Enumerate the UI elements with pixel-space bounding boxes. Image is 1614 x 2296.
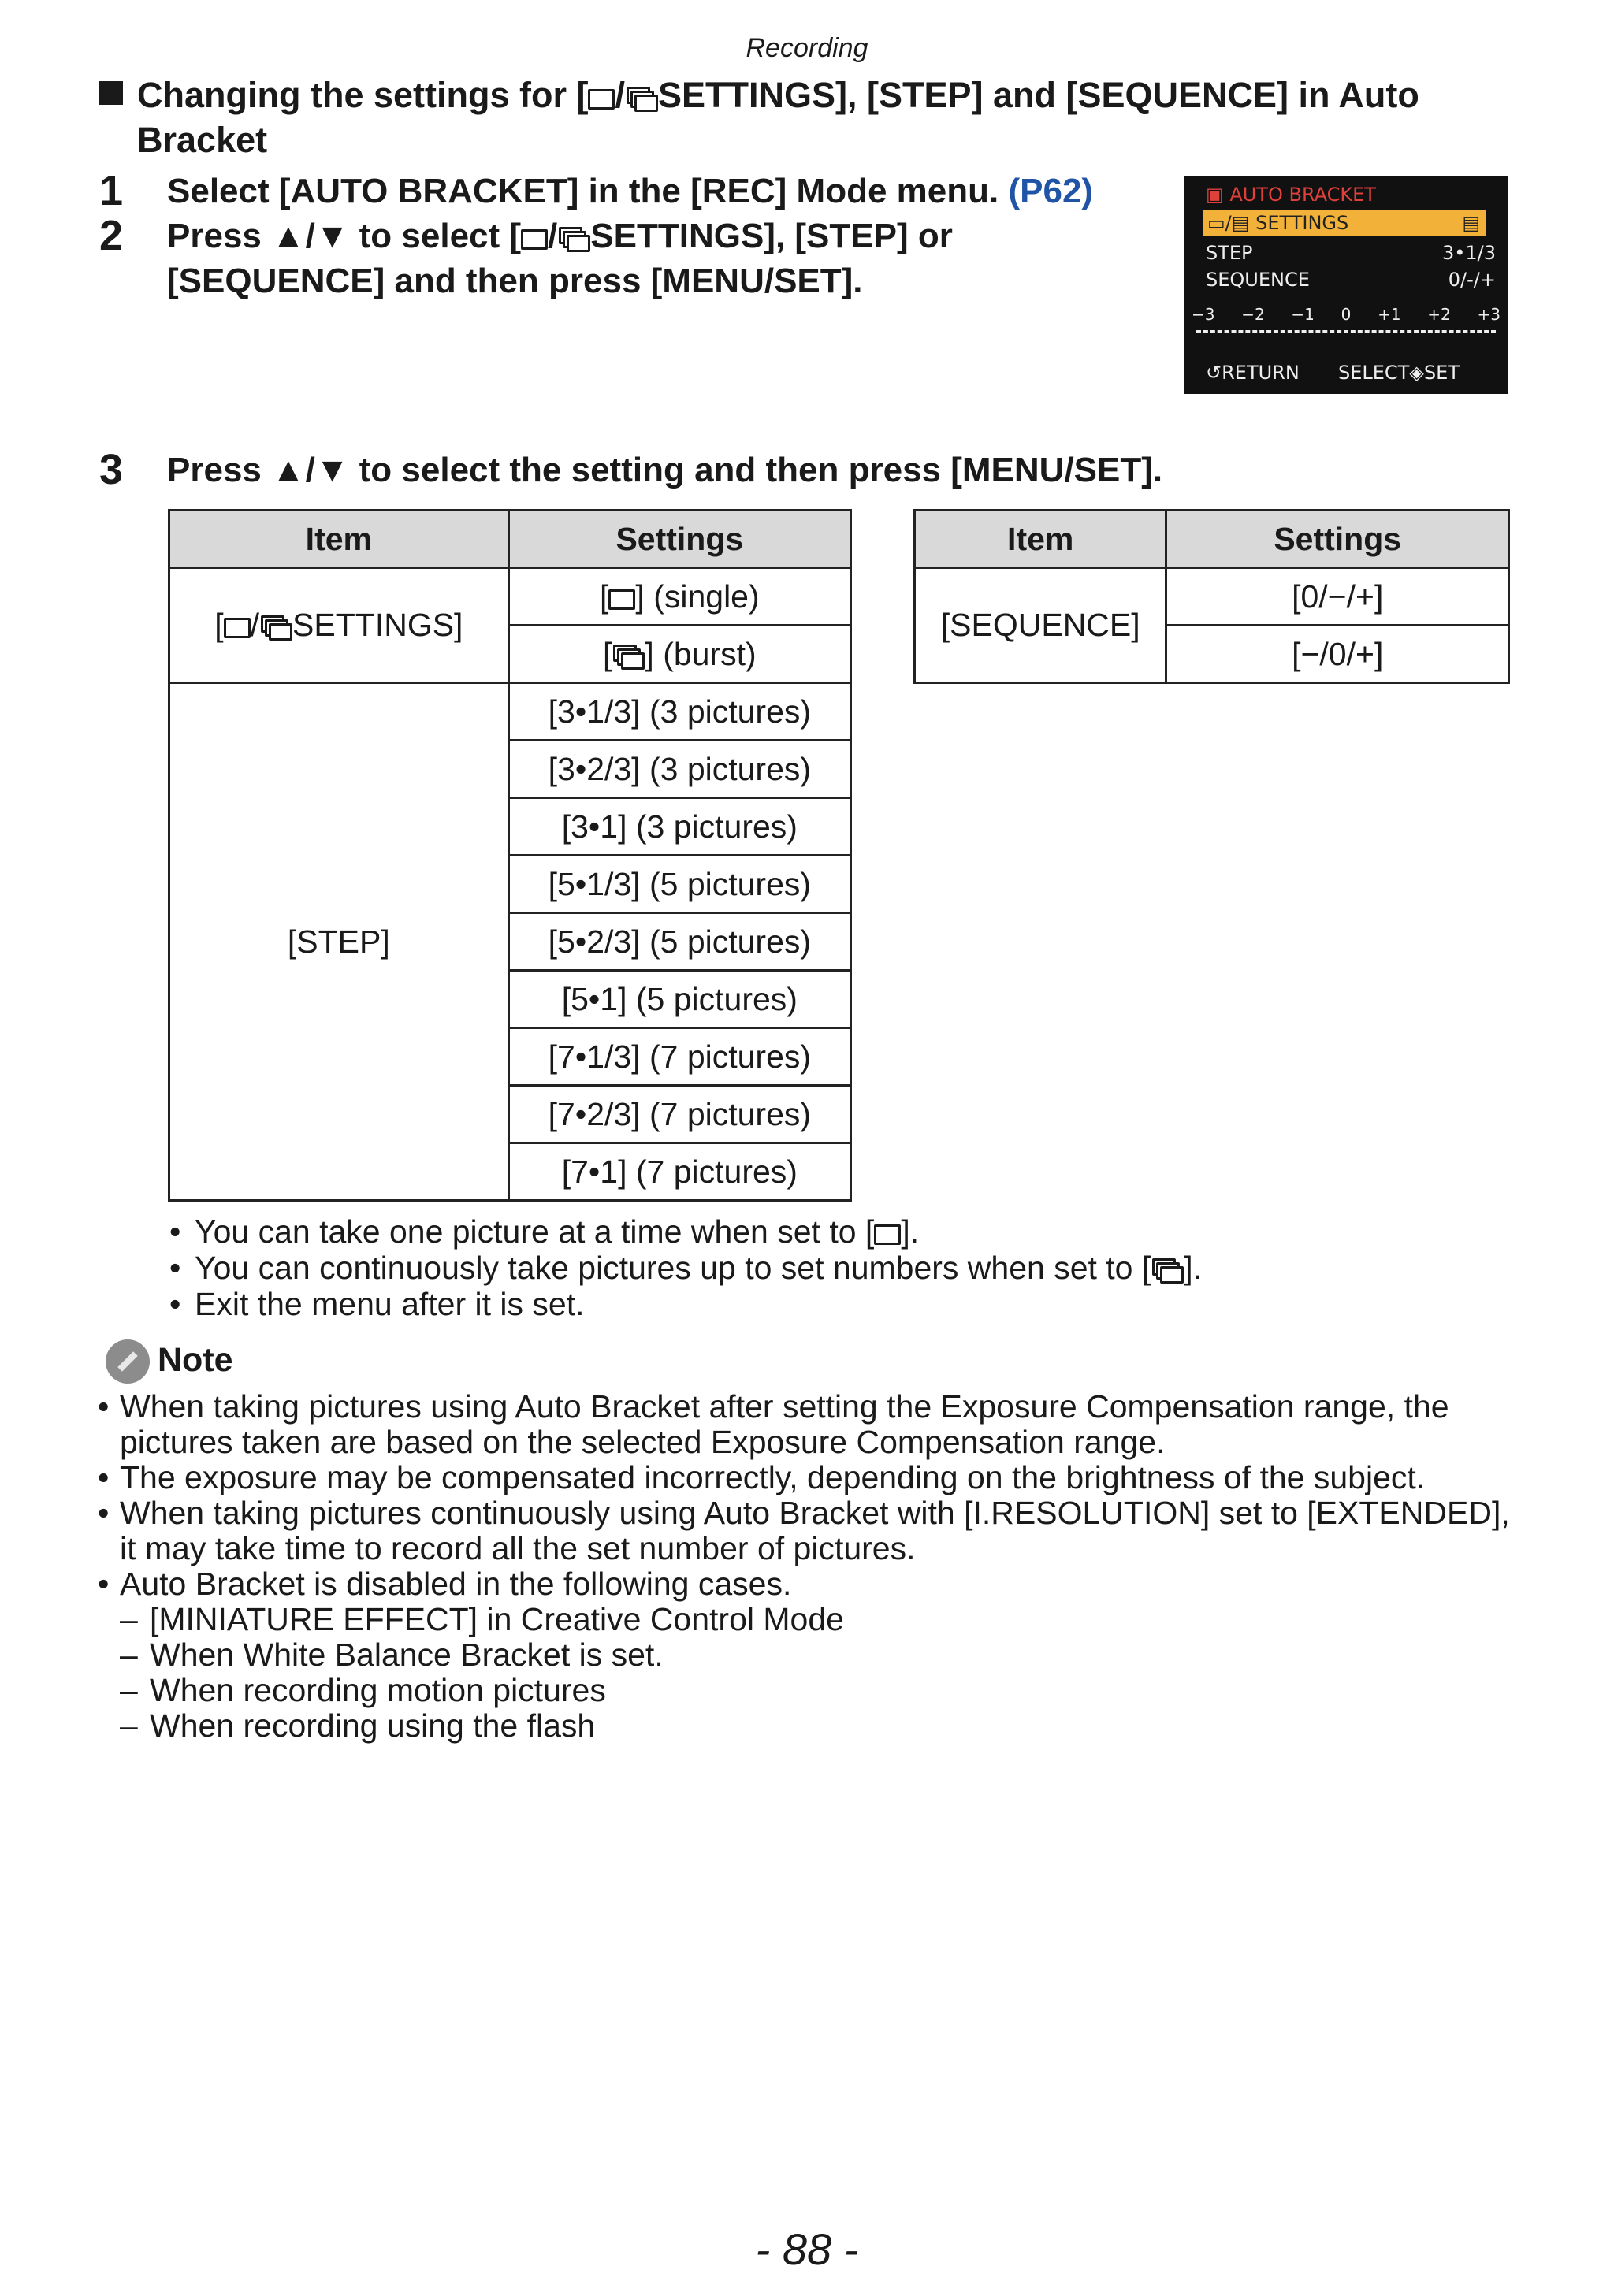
lcd-exposure-scale [1192, 305, 1501, 324]
setting-step: [3•1/3] (3 pictures) [508, 683, 850, 741]
page-link[interactable]: (P62) [1008, 172, 1094, 210]
scale-tick: −3 [1192, 305, 1215, 324]
scale-tick: 0 [1341, 305, 1352, 324]
step-text: Select [AUTO BRACKET] in the [REC] Mode menu. [167, 172, 999, 210]
scale-tick: −1 [1291, 305, 1315, 324]
setting-step: [3•1] (3 pictures) [508, 798, 850, 856]
setting-step: [7•2/3] (7 pictures) [508, 1086, 850, 1143]
burst-icon [612, 641, 645, 670]
single-shot-icon [874, 1224, 901, 1245]
lcd-row-step [1206, 242, 1496, 264]
single-shot-icon [224, 618, 251, 638]
setting-label: ] (single) [635, 578, 760, 615]
heading-text-2: SETTINGS], [STEP] and [SEQUENCE] in Auto [658, 75, 1419, 115]
lcd-exposure-ruler [1196, 330, 1496, 344]
setting-step: [7•1/3] (7 pictures) [508, 1028, 850, 1086]
lcd-row-label: SEQUENCE [1206, 269, 1310, 291]
single-shot-icon [608, 589, 635, 610]
bullet-text-end: ]. [1184, 1250, 1203, 1286]
note-dash-item: – When recording using the flash [98, 1708, 1516, 1744]
step-number: 1 [99, 167, 124, 214]
note-dash-item: – [MINIATURE EFFECT] in Creative Control Mode [98, 1602, 1516, 1637]
heading-line-2: Bracket [137, 120, 268, 160]
single-shot-icon [588, 89, 615, 110]
lcd-select-label: SELECT [1338, 362, 1410, 384]
note-bullet: • Auto Bracket is disabled in the following cases. [98, 1566, 1516, 1602]
column-header-item: Item [915, 511, 1166, 568]
setting-burst: [ ] (burst) [508, 626, 850, 683]
square-bullet-icon [99, 81, 123, 105]
note-dash-item: – When recording motion pictures [98, 1673, 1516, 1708]
scale-tick: −2 [1241, 305, 1265, 324]
scale-tick: +1 [1378, 305, 1401, 324]
setting-step: [7•1] (7 pictures) [508, 1143, 850, 1201]
note-list [98, 1389, 1516, 1744]
setting-step: [5•1] (5 pictures) [508, 971, 850, 1028]
scale-tick: +3 [1477, 305, 1501, 324]
setting-step: [3•2/3] (3 pictures) [508, 741, 850, 798]
bullet-item [169, 1250, 1202, 1286]
single-shot-icon [521, 229, 548, 250]
step-text: Press ▲/▼ to select the setting and then press [MENU/SET]. [167, 451, 1163, 489]
setting-label: ] (burst) [645, 635, 757, 672]
lcd-return-label: RETURN [1222, 362, 1300, 384]
note-title-text: Note [158, 1341, 233, 1379]
note-bullet: • The exposure may be compensated incorrectly, depending on the brightness of the subject. [98, 1460, 1516, 1495]
lcd-set-label: SET [1423, 362, 1460, 384]
burst-icon [557, 224, 590, 252]
item-sequence: [SEQUENCE] [915, 568, 1166, 683]
burst-icon [259, 612, 292, 641]
note-heading [106, 1339, 233, 1384]
camera-lcd-screenshot [1184, 176, 1508, 394]
lcd-row-value: 0/-/+ [1448, 269, 1496, 291]
note-bullet: • When taking pictures using Auto Bracket after setting the Exposure Compensation range, the pictures taken are based on the selected Exposure Compensation range. [98, 1389, 1516, 1460]
bullet-text-end: ]. [901, 1213, 920, 1250]
column-header-item: Item [169, 511, 509, 568]
step-slash: / [548, 217, 558, 255]
column-header-settings: Settings [508, 511, 850, 568]
note-dash-item: – When White Balance Bracket is set. [98, 1637, 1516, 1673]
setting-single: [ ] (single) [508, 568, 850, 626]
settings-table-2 [913, 509, 1510, 684]
step-number: 3 [99, 446, 124, 493]
page-header: Recording [746, 33, 868, 63]
step-number: 2 [99, 212, 124, 259]
bullet-item: • Exit the menu after it is set. [169, 1286, 1202, 1322]
page-number: - 88 - [755, 2224, 859, 2274]
step-3-bullets [169, 1213, 1202, 1322]
burst-icon: ▤ [1462, 212, 1480, 234]
lcd-row-settings: ▭/▤ SETTINGS ▤ [1203, 210, 1486, 236]
bullet-item [169, 1213, 1202, 1250]
setting-sequence: [0/−/+] [1166, 568, 1509, 626]
bullet-text: You can take one picture at a time when set to [ [195, 1213, 875, 1250]
item-settings: [ / SETTINGS] [169, 568, 509, 683]
burst-icon [1151, 1255, 1184, 1284]
lcd-title: ▣ AUTO BRACKET [1206, 184, 1376, 206]
step-text: Press ▲/▼ to select [ [167, 217, 522, 255]
section-heading [99, 72, 1518, 162]
item-step: [STEP] [169, 683, 509, 1201]
lcd-footer: ↺RETURN SELECT◈SET [1206, 362, 1460, 384]
lcd-row-value: 3•1/3 [1441, 242, 1496, 264]
item-label: SETTINGS] [292, 607, 463, 643]
lcd-title-text: AUTO BRACKET [1229, 184, 1376, 206]
step-text-3: [SEQUENCE] and then press [MENU/SET]. [167, 262, 863, 300]
pencil-note-icon [106, 1339, 150, 1384]
step-text-2: SETTINGS], [STEP] or [590, 217, 953, 255]
setting-step: [5•2/3] (5 pictures) [508, 913, 850, 971]
lcd-row-label: SETTINGS [1255, 212, 1349, 234]
lcd-row-label: STEP [1206, 242, 1253, 264]
lcd-row-sequence [1206, 269, 1496, 291]
settings-table-1 [168, 509, 852, 1202]
setting-sequence: [−/0/+] [1166, 626, 1509, 683]
heading-text: Changing the settings for [ [137, 75, 589, 115]
burst-icon [625, 84, 658, 112]
bullet-text: You can continuously take pictures up to set numbers when set to [ [195, 1250, 1151, 1286]
column-header-settings: Settings [1166, 511, 1509, 568]
note-bullet: • When taking pictures continuously using Auto Bracket with [I.RESOLUTION] set to [EXTENDED], it may take time to record all the set number of pictures. [98, 1495, 1516, 1566]
heading-slash: / [615, 75, 625, 115]
scale-tick: +2 [1427, 305, 1451, 324]
setting-step: [5•1/3] (5 pictures) [508, 856, 850, 913]
